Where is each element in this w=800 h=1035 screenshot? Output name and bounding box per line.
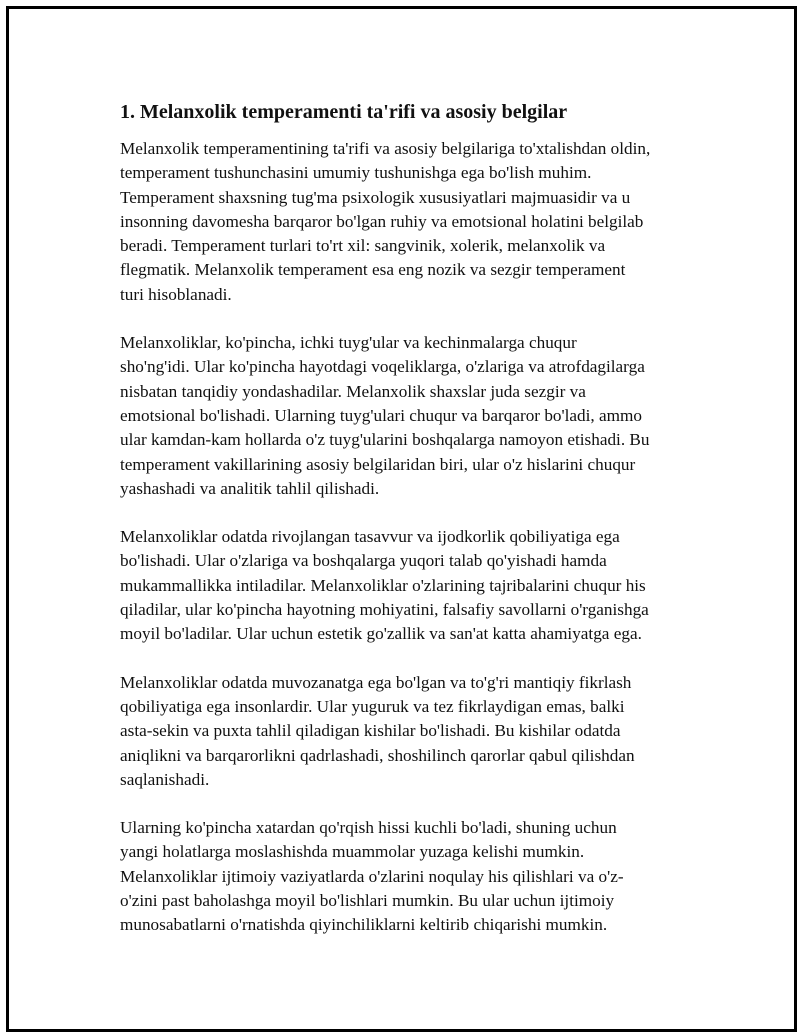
paragraph-line: ular kamdan-kam hollarda o'z tuyg'ularini boshqalarga namoyon etishadi. Bu: [120, 430, 650, 450]
paragraph-2: [120, 331, 700, 501]
paragraph-line: Melanxoliklar ijtimoiy vaziyatlarda o'zlarini noqulay his qilishlari va o'z-: [120, 866, 624, 886]
paragraph-line: sho'ng'idi. Ular ko'pincha hayotdagi voqeliklarga, o'zlariga va atrofdagilarga: [120, 357, 645, 377]
paragraph-line: moyil bo'ladilar. Ular uchun estetik go'zallik va san'at katta ahamiyatga ega.: [120, 624, 642, 644]
paragraph-3: [120, 525, 700, 646]
paragraph-1: [120, 137, 700, 307]
paragraph-line: qobiliyatiga ega insonlardir. Ular yuguruk va tez fikrlaydigan emas, balki: [120, 696, 625, 716]
paragraph-line: insonning davomesha barqaror bo'lgan ruhiy va emotsional holatini belgilab: [120, 211, 644, 231]
paragraph-line: yangi holatlarga moslashishda muammolar yuzaga kelishi mumkin.: [120, 842, 585, 862]
paragraph-line: yashashadi va analitik tahlil qilishadi.: [120, 478, 380, 498]
paragraph-line: Melanxolik temperamentining ta'rifi va asosiy belgilariga to'xtalishdan oldin,: [120, 139, 651, 158]
paragraph-line: Melanxoliklar odatda rivojlangan tasavvur va ijodkorlik qobiliyatiga ega: [120, 527, 620, 547]
page-frame: [6, 6, 797, 1032]
document-body: [120, 97, 700, 962]
paragraph-line: bo'lishadi. Ular o'zlariga va boshqalarga yuqori talab qo'yishadi hamda: [120, 551, 607, 571]
paragraph-5: [120, 816, 700, 937]
paragraph-line: asta-sekin va puxta tahlil qiladigan kishilar bo'lishadi. Bu kishilar odatda: [120, 721, 621, 741]
paragraph-line: emotsional bo'lishadi. Ularning tuyg'ulari chuqur va barqaror bo'ladi, ammo: [120, 405, 642, 425]
paragraph-line: turi hisoblanadi.: [120, 284, 232, 304]
paragraph-line: mukammallikka intiladilar. Melanxoliklar o'zlarining tajribalarini chuqur his: [120, 575, 646, 595]
section-heading: 1. Melanxolik temperamenti ta'rifi va asosiy belgilar: [120, 101, 568, 123]
paragraph-line: Ularning ko'pincha xatardan qo'rqish hissi kuchli bo'ladi, shuning uchun: [120, 818, 617, 838]
paragraph-line: aniqlikni va barqarorlikni qadrlashadi, shoshilinch qarorlar qabul qilishdan: [120, 745, 635, 765]
paragraph-line: o'zini past baholashga moyil bo'lishlari mumkin. Bu ular uchun ijtimoiy: [120, 891, 615, 911]
paragraph-line: qiladilar, ular ko'pincha hayotning mohiyatini, falsafiy savollarni o'rganishga: [120, 600, 649, 620]
paragraph-line: temperament vakillarining asosiy belgilaridan biri, ular o'z hislarini chuqur: [120, 454, 636, 474]
paragraph-line: munosabatlarni o'rnatishda qiyinchiliklarni keltirib chiqarishi mumkin.: [120, 915, 608, 935]
paragraph-line: Melanxoliklar odatda muvozanatga ega bo'lgan va to'g'ri mantiqiy fikrlash: [120, 672, 632, 692]
paragraph-line: nisbatan tanqidiy yondashadilar. Melanxolik shaxslar juda sezgir va: [120, 381, 586, 401]
paragraph-line: flegmatik. Melanxolik temperament esa eng nozik va sezgir temperament: [120, 260, 626, 280]
paragraph-line: Melanxoliklar, ko'pincha, ichki tuyg'ular va kechinmalarga chuqur: [120, 333, 577, 353]
paragraph-line: saqlanishadi.: [120, 769, 210, 789]
paragraph-line: temperament tushunchasini umumiy tushunishga ega bo'lish muhim.: [120, 163, 592, 183]
paragraph-line: beradi. Temperament turlari to'rt xil: sangvinik, xolerik, melanxolik va: [120, 236, 606, 256]
paragraph-line: Temperament shaxsning tug'ma psixologik xususiyatlari majmuasidir va u: [120, 187, 631, 207]
paragraph-4: [120, 671, 700, 792]
